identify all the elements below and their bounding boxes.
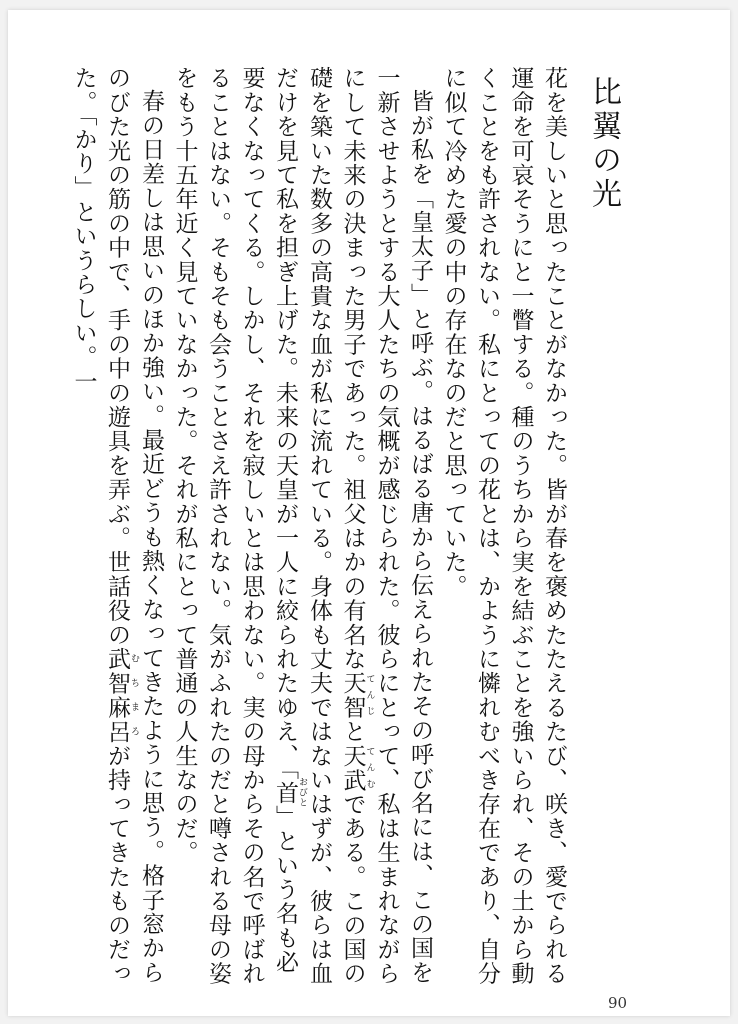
page-number: 90 — [608, 994, 628, 1012]
paragraph-2: 皆が私を「皇太子」と呼ぶ。はるばる唐から伝えられたその呼び名には、この国を一新させようとする大人たちの気概が感じられた。彼らにとって、私は生まれながらにして未来の決まった男子であった。祖父はかの有名な天智 てんじと天武 てんむである。この国の礎を築いた数多の高貴な血が私に流れている。身体も丈夫ではないはずが、彼らは血だけを見て私を担ぎ上げた。未来の天皇が一人に絞られたゆえ、「首 おびと」という名も必要なくなってくる。しかし、それを寂しいとは思わない。実の母からその名で呼ばれることはない。そもそも会うことさえ許されない。気がふれたのだと噂される母の姿をもう十五年近く見ていなかった。それが私にとって普通の人生なのだ。 — [171, 66, 433, 986]
body-text — [66, 66, 570, 996]
chapter-title: 比翼の光 — [586, 76, 621, 212]
paragraph-3: 春の日差しは思いのほか強い。最近どうも熱くなってきたように思う。格子窓からのびた光の筋の中で、手の中の遊具を弄ぶ。世話役の武智麻呂 むちまろが持ってきたものだった。「かり」というらしい。一 — [70, 66, 164, 986]
ruby-obito: 首 おびと — [272, 777, 307, 808]
ruby-tenmu: 天武 てんむ — [339, 743, 375, 793]
paragraph-1: 花を美しいと思ったことがなかった。皆が春を褒めたたえるたび、咲き、愛でられる運命を可哀そうにと一瞥する。種のうちから実を結ぶことを強いられ、その土から動くことをも許されない。私にとっての花とは、かように憐れむべき存在であり、自分に似て冷めた愛の中の存在なのだと思っていた。 — [440, 66, 567, 986]
book-page — [8, 10, 730, 1016]
ruby-muchimaro: 武智麻呂 むちまろ — [104, 646, 139, 744]
ruby-tenji: 天智 てんじ — [339, 671, 375, 720]
